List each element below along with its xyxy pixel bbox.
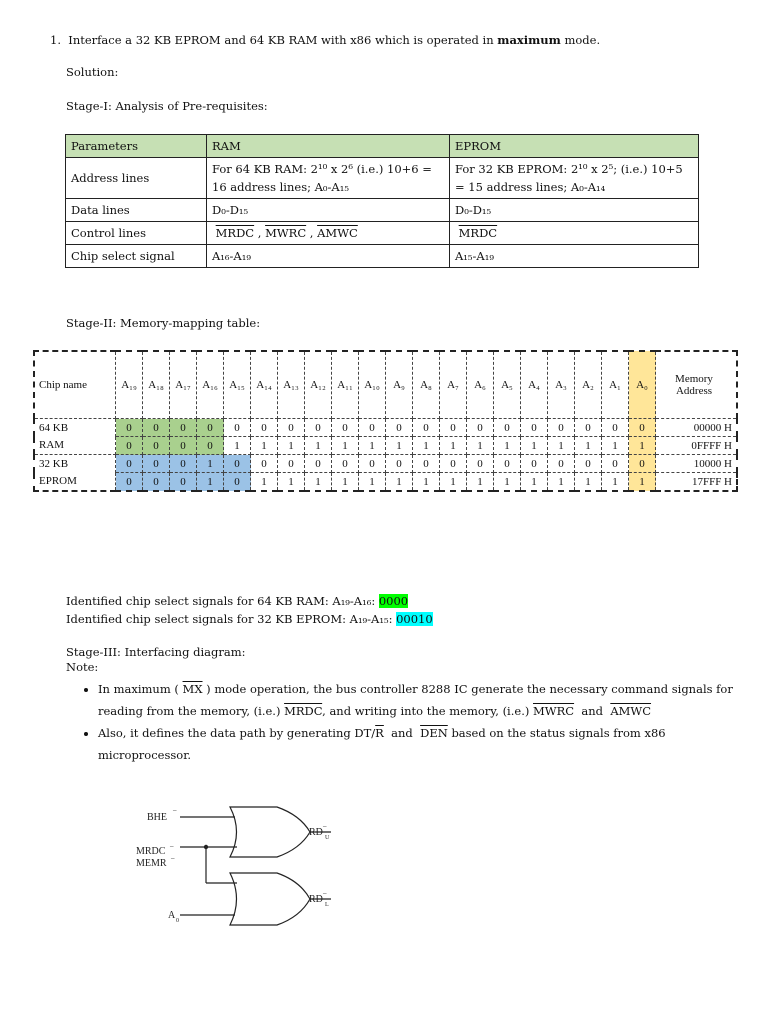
header-ram: RAM [207,135,450,158]
mm-row [34,419,737,437]
mm-bit-cell: 0 [440,455,467,473]
mm-bit-cell: 0 [548,419,575,437]
note1-and: and [581,704,603,718]
memory-mapping-table [33,350,738,492]
label-bhe: BHE [147,812,167,823]
mm-row [34,473,737,492]
mm-chip-name: RAM [34,437,116,455]
mm-bit-cell: 0 [224,473,251,492]
mm-bit-cell: 1 [197,473,224,492]
stage3-title: Stage-III: Interfacing diagram: [66,645,246,659]
mm-bit-cell: 0 [305,419,332,437]
mm-bit-cell: 0 [224,455,251,473]
mm-bit-cell: 0 [386,455,413,473]
mm-bit-cell: 1 [413,437,440,455]
question-text-end: mode. [560,33,601,47]
mm-bit-cell: 0 [197,419,224,437]
mm-bit-cell: 1 [197,455,224,473]
mm-row [34,455,737,473]
mm-bit-cell: 1 [548,437,575,455]
mm-memory-header [656,351,738,419]
row-control-lines [66,222,699,245]
mm-bit-cell: 0 [332,419,359,437]
mm-bit-cell: 0 [116,437,143,455]
or-gate-upper [230,807,310,857]
mm-memory-header-line1: Memory [675,373,713,385]
mm-addr-header: A₁ [602,351,629,419]
mm-bit-cell: 0 [170,455,197,473]
mm-bit-cell: 0 [116,419,143,437]
mm-memory-header-line2: Address [675,385,713,397]
mm-chip-header: Chip name [34,351,116,419]
mm-bit-cell: 0 [116,473,143,492]
label-rdl: RD [309,894,323,905]
header-eprom: EPROM [450,135,699,158]
mm-addr-header: A₈ [413,351,440,419]
mm-bit-cell: 1 [278,437,305,455]
mm-addr-header: A₂ [575,351,602,419]
mm-bit-cell: 1 [467,473,494,492]
mm-addr-header: A₉ [386,351,413,419]
label-rdu-sub: U [325,835,330,841]
ram-address-lines: For 64 KB RAM: 2¹⁰ x 2⁶ (i.e.) 10+6 = 16 address lines; A₀-A₁₅ [207,158,450,199]
label-mrdc: MRDC [136,846,166,857]
note2-den: $\overline{DEN}$ [420,726,448,740]
mm-bit-cell: 0 [494,419,521,437]
mm-bit-cell: 1 [305,473,332,492]
param-chip-select: Chip select signal [66,245,207,268]
note1-mx: $\overline{MX}$ [182,682,203,696]
ram-control-lines: MRDC , MWRC , AMWC [207,222,450,245]
mm-bit-cell: 0 [359,455,386,473]
param-address-lines: Address lines [66,158,207,199]
mm-addr-header: A₇ [440,351,467,419]
mm-addr-header: A₁₉ [116,351,143,419]
note1-text-c: , and writing into the memory, (i.e.) [322,704,530,718]
or-gate-lower [230,873,310,925]
mm-bit-cell: 0 [386,419,413,437]
mm-bit-cell: 0 [170,473,197,492]
mm-memory-address: 0FFFF H [656,437,738,455]
mm-bit-cell: 0 [494,455,521,473]
label-rdu: RD [309,827,323,838]
mm-bit-cell: 0 [116,455,143,473]
eprom-control-lines [450,222,699,245]
mm-bit-cell: 0 [224,419,251,437]
mm-bit-cell: 0 [143,437,170,455]
overbar-rdl: – [323,889,327,897]
mm-bit-cell: 0 [521,419,548,437]
identified-eprom-value: 00010 [396,612,433,626]
mm-bit-cell: 0 [413,419,440,437]
question-number: 1. [50,33,61,47]
mm-bit-cell: 1 [359,473,386,492]
mm-bit-cell: 0 [305,455,332,473]
mm-bit-cell: 0 [170,419,197,437]
mm-bit-cell: 0 [197,437,224,455]
mm-bit-cell: 1 [521,473,548,492]
mm-bit-cell: 1 [602,437,629,455]
mm-addr-header: A₁₂ [305,351,332,419]
mm-bit-cell: 0 [278,419,305,437]
note1-text-a: In maximum ( [98,682,179,696]
stage1-title: Stage-I: Analysis of Pre-requisites: [66,99,268,113]
mm-bit-cell: 0 [602,419,629,437]
eprom-ctrl-mrdc: MRDC [458,226,498,240]
note2-and: and [391,726,413,740]
mm-bit-cell: 1 [440,437,467,455]
note1-mwrc: MWRC [533,704,575,718]
identified-ram [66,594,408,608]
mm-addr-header: A₁₀ [359,351,386,419]
row-chip-select [66,245,699,268]
mm-bit-cell: 0 [467,419,494,437]
mm-bit-cell: 1 [278,473,305,492]
note2-r: $\overline{R}$ [375,726,384,740]
mm-bit-cell: 1 [494,473,521,492]
parameters-header-row [66,135,699,158]
row-address-lines [66,158,699,199]
identified-eprom [66,612,433,626]
label-rdl-sub: L [325,902,329,908]
mm-chip-name: 64 KB [34,419,116,437]
mm-bit-cell: 0 [440,419,467,437]
mm-bit-cell: 0 [170,437,197,455]
mm-bit-cell: 0 [251,455,278,473]
notes-list [78,678,738,766]
mm-addr-header: A₆ [467,351,494,419]
note-label: Note: [66,660,99,674]
solution-label: Solution: [66,65,119,79]
overbar-mrdc: – [170,842,174,850]
mm-bit-cell: 1 [521,437,548,455]
mm-bit-cell: 0 [602,455,629,473]
header-parameters: Parameters [66,135,207,158]
mm-bit-cell: 1 [386,437,413,455]
mm-addr-header: A₄ [521,351,548,419]
mm-memory-address: 17FFF H [656,473,738,492]
mm-bit-cell: 1 [386,473,413,492]
mm-addr-header: A₁₅ [224,351,251,419]
mm-bit-cell: 0 [575,455,602,473]
mm-bit-cell: 0 [143,419,170,437]
label-memr: MEMR [136,858,167,869]
label-a0: A [168,910,176,921]
mm-bit-cell: 1 [332,437,359,455]
eprom-data-lines: D₀-D₁₅ [450,199,699,222]
mm-row [34,437,737,455]
mm-bit-cell: 0 [359,419,386,437]
mm-addr-header: A₁₆ [197,351,224,419]
question-bold: maximum [497,33,561,47]
parameters-table [65,134,699,268]
row-data-lines [66,199,699,222]
mm-addr-header: A₁₁ [332,351,359,419]
mm-bit-cell: 1 [413,473,440,492]
mm-bit-cell: 0 [413,455,440,473]
mm-addr-header: A₁₇ [170,351,197,419]
overbar-bhe: – [173,806,177,814]
mm-bit-cell: 0 [143,473,170,492]
mm-bit-cell: 1 [440,473,467,492]
note2-text-a: Also, it defines the data path by generating DT/ [98,726,376,740]
mm-chip-name: 32 KB [34,455,116,473]
mm-bit-cell: 0 [629,419,656,437]
mm-addr-header: A₅ [494,351,521,419]
junction-dot [204,845,208,849]
question [50,33,600,47]
mm-chip-name: EPROM [34,473,116,492]
ram-data-lines: D₀-D₁₅ [207,199,450,222]
ram-ctrl-amwc: AMWC [317,226,358,240]
mm-addr-header: A₀ [629,351,656,419]
mm-bit-cell: 1 [602,473,629,492]
mm-bit-cell: 1 [629,437,656,455]
mm-memory-address: 00000 H [656,419,738,437]
mm-bit-cell: 1 [305,437,332,455]
mm-addr-header: A₁₃ [278,351,305,419]
mm-bit-cell: 1 [629,473,656,492]
mm-addr-header: A₁₄ [251,351,278,419]
identified-ram-label: Identified chip select signals for 64 KB RAM: A₁₉-A₁₆: [66,594,379,608]
mm-bit-cell: 1 [251,473,278,492]
mm-header-row [34,351,737,419]
mm-bit-cell: 0 [467,455,494,473]
note-item-2 [98,722,738,766]
mm-bit-cell: 1 [359,437,386,455]
question-text: Interface a 32 KB EPROM and 64 KB RAM with x86 which is operated in [68,33,498,47]
eprom-address-lines: For 32 KB EPROM: 2¹⁰ x 2⁵; (i.e.) 10+5 = 15 address lines; A₀-A₁₄ [450,158,699,199]
overbar-rdu: – [323,822,327,830]
mm-bit-cell: 0 [251,419,278,437]
interfacing-diagram [125,795,355,935]
mm-bit-cell: 1 [251,437,278,455]
param-control-lines: Control lines [66,222,207,245]
mm-addr-header: A₃ [548,351,575,419]
note-item-1 [98,678,738,722]
mm-bit-cell: 1 [548,473,575,492]
overbar-memr: – [171,854,175,862]
mm-addr-header: A₁₈ [143,351,170,419]
mm-bit-cell: 0 [548,455,575,473]
eprom-chip-select: A₁₅-A₁₉ [450,245,699,268]
mm-bit-cell: 0 [629,455,656,473]
mm-bit-cell: 0 [278,455,305,473]
note1-text-b: ) mode operation, the bus controller 8288 IC generate the necessary command signals for reading from the memory, (i.e.) [98,682,733,718]
ram-ctrl-mrdc: MRDC [215,226,255,240]
mm-bit-cell: 1 [575,437,602,455]
mm-bit-cell: 1 [332,473,359,492]
mm-bit-cell: 0 [143,455,170,473]
mm-memory-address: 10000 H [656,455,738,473]
ram-chip-select: A₁₆-A₁₉ [207,245,450,268]
note2-text-b: based on the status signals from x86 microprocessor. [98,726,666,762]
label-a0-sub: 0 [176,918,179,924]
param-data-lines: Data lines [66,199,207,222]
mm-bit-cell: 0 [575,419,602,437]
mm-bit-cell: 0 [521,455,548,473]
mm-bit-cell: 1 [224,437,251,455]
mm-bit-cell: 0 [332,455,359,473]
identified-ram-value: 0000 [378,594,409,608]
mm-bit-cell: 1 [494,437,521,455]
note1-amwc: AMWC [610,704,652,718]
mm-bit-cell: 1 [467,437,494,455]
ram-ctrl-mwrc: MWRC [265,226,307,240]
identified-eprom-label: Identified chip select signals for 32 KB EPROM: A₁₉-A₁₅: [66,612,397,626]
note1-mrdc: MRDC [284,704,323,718]
mm-bit-cell: 1 [575,473,602,492]
stage2-title: Stage-II: Memory-mapping table: [66,316,261,330]
